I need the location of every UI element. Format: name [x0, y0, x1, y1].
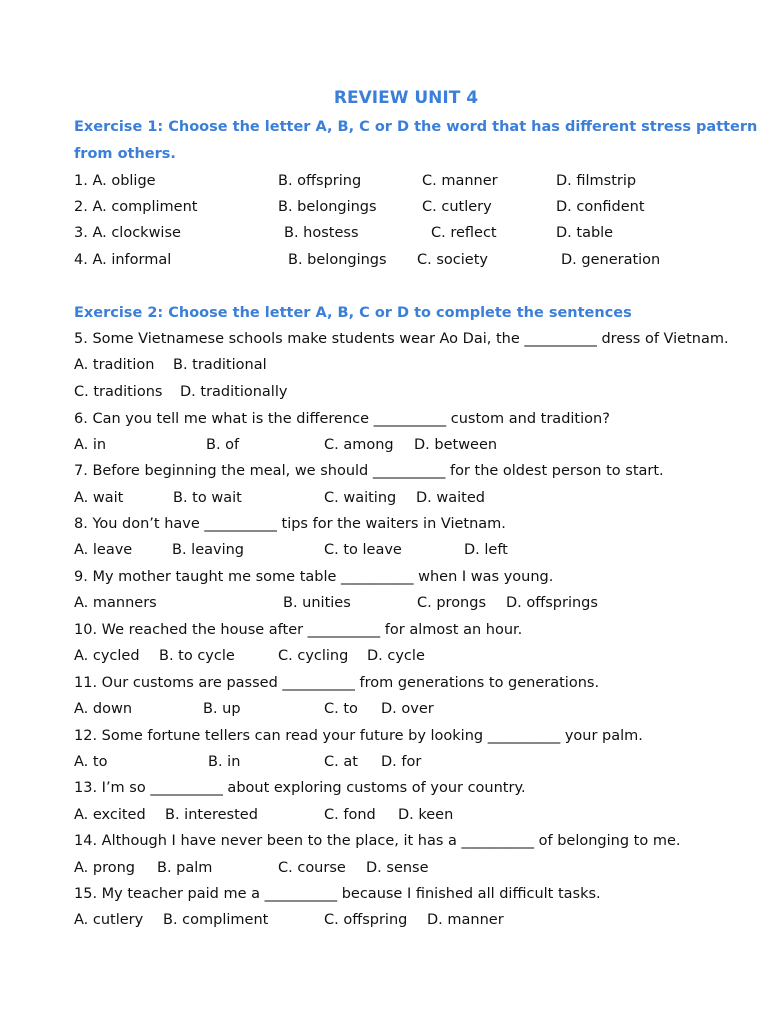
question-10: 10. We reached the house after __________ for almost an hour. — [74, 622, 523, 638]
option-d: D. left — [464, 542, 508, 558]
option-c: C. course — [278, 860, 346, 876]
option-d: D. cycle — [367, 648, 425, 664]
option-a: A. leave — [74, 542, 133, 558]
question-option-a: 2. A. compliment — [74, 199, 198, 215]
option-a: A. cutlery — [74, 912, 144, 928]
question-option-c: C. reflect — [431, 225, 497, 241]
option-a: A. manners — [74, 595, 157, 611]
option-c: C. fond — [324, 807, 376, 823]
question-option-b: B. belongings — [278, 199, 377, 215]
question-option-a: 1. A. oblige — [74, 173, 156, 189]
question-option-c: C. cutlery — [422, 199, 492, 215]
question-option-d: D. generation — [561, 252, 661, 268]
option-b: B. interested — [165, 807, 258, 823]
option-b: B. to wait — [173, 490, 242, 506]
option-b: B. to cycle — [159, 648, 235, 664]
question-13: 13. I’m so __________ about exploring customs of your country. — [74, 780, 526, 796]
question-option-d: D. confident — [556, 199, 645, 215]
question-option-b: B. belongings — [288, 252, 387, 268]
question-7: 7. Before beginning the meal, we should __________ for the oldest person to start. — [74, 463, 664, 479]
option-a: A. wait — [74, 490, 124, 506]
question-option-b: B. hostess — [284, 225, 359, 241]
question-5: 5. Some Vietnamese schools make students wear Ao Dai, the __________ dress of Vietnam. — [74, 331, 729, 347]
option-b: B. traditional — [173, 357, 267, 373]
option-c: C. to leave — [324, 542, 402, 558]
option-c: C. at — [324, 754, 358, 770]
exercise1-heading-cont: from others. — [74, 146, 176, 162]
option-b: B. unities — [283, 595, 351, 611]
option-b: B. leaving — [172, 542, 245, 558]
option-c: C. offspring — [324, 912, 408, 928]
question-option-b: B. offspring — [278, 173, 362, 189]
option-d: D. offsprings — [506, 595, 598, 611]
option-a: A. in — [74, 437, 107, 453]
option-c: C. cycling — [278, 648, 349, 664]
option-b: B. compliment — [163, 912, 269, 928]
option-c: C. to — [324, 701, 358, 717]
option-c: C. among — [324, 437, 394, 453]
option-a: A. tradition — [74, 357, 155, 373]
option-c: C. waiting — [324, 490, 397, 506]
question-option-c: C. society — [417, 252, 488, 268]
option-d: D. between — [414, 437, 498, 453]
question-option-d: D. table — [556, 225, 614, 241]
question-14: 14. Although I have never been to the place, it has a __________ of belonging to me. — [74, 833, 681, 849]
question-option-d: D. filmstrip — [556, 173, 637, 189]
question-12: 12. Some fortune tellers can read your future by looking __________ your palm. — [74, 728, 643, 744]
question-option-a: 4. A. informal — [74, 252, 172, 268]
question-option-c: C. manner — [422, 173, 498, 189]
question-6: 6. Can you tell me what is the difference __________ custom and tradition? — [74, 411, 610, 427]
option-b: B. of — [206, 437, 240, 453]
option-d: D. traditionally — [180, 384, 288, 400]
question-8: 8. You don’t have __________ tips for the waiters in Vietnam. — [74, 516, 506, 532]
question-15: 15. My teacher paid me a __________ because I finished all difficult tasks. — [74, 886, 601, 902]
option-b: B. in — [208, 754, 241, 770]
option-d: D. over — [381, 701, 434, 717]
question-11: 11. Our customs are passed __________ from generations to generations. — [74, 675, 600, 691]
option-c: C. traditions — [74, 384, 163, 400]
option-d: D. keen — [398, 807, 454, 823]
exercise1-heading: Exercise 1: Choose the letter A, B, C or D the word that has different stress pattern — [74, 119, 758, 135]
option-a: A. excited — [74, 807, 146, 823]
option-b: B. palm — [157, 860, 213, 876]
option-a: A. prong — [74, 860, 135, 876]
option-d: D. sense — [366, 860, 429, 876]
question-9: 9. My mother taught me some table __________ when I was young. — [74, 569, 554, 585]
option-c: C. prongs — [417, 595, 487, 611]
page-title: REVIEW UNIT 4 — [333, 88, 479, 108]
option-d: D. for — [381, 754, 422, 770]
option-a: A. to — [74, 754, 108, 770]
option-a: A. cycled — [74, 648, 140, 664]
exercise2-heading: Exercise 2: Choose the letter A, B, C or D to complete the sentences — [74, 305, 632, 321]
question-option-a: 3. A. clockwise — [74, 225, 181, 241]
option-a: A. down — [74, 701, 133, 717]
option-d: D. waited — [416, 490, 485, 506]
option-d: D. manner — [427, 912, 504, 928]
option-b: B. up — [203, 701, 241, 717]
